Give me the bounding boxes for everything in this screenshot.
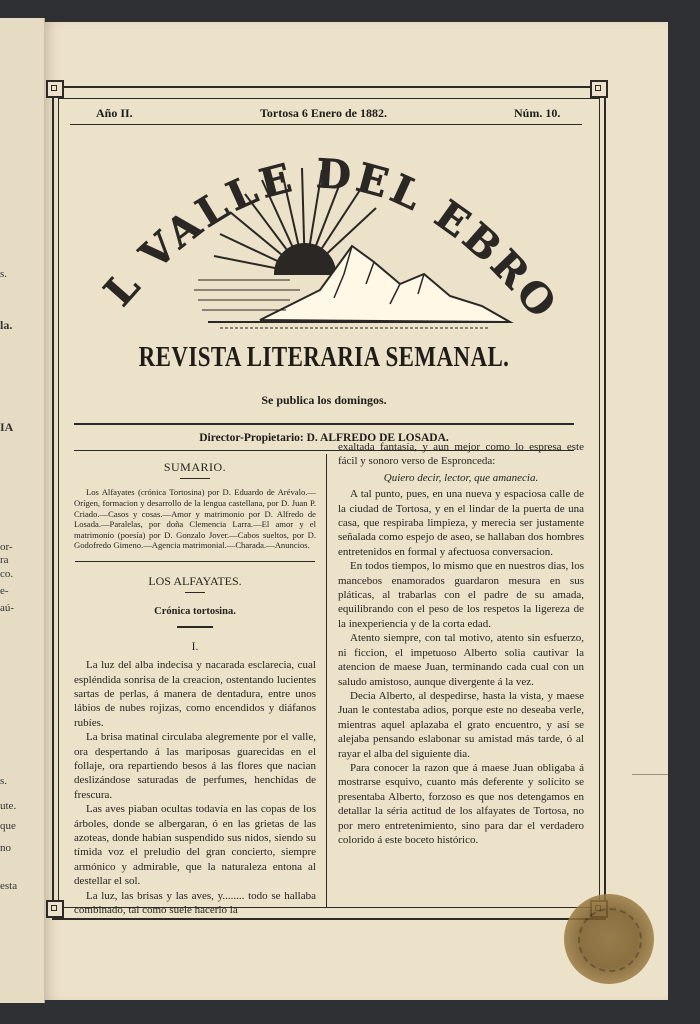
previous-page-text-fragment: e- (0, 585, 9, 597)
summary-title-rule (180, 478, 210, 479)
article-paragraph: A tal punto, pues, en una nueva y espaciosa calle de la ciudad de Tortosa, y en el lindar de la puerta de una casa, que respiraba limpieza, y merecia ser justamente señalada como espejo de aseo, se hallaban dos hombres entretenidos en formal y afectuosa conversacion. (338, 488, 584, 558)
article-paragraph: La luz, las brisas y las aves, y........ todo se hallaba combinado, tal como suele hacerlo la (74, 889, 316, 917)
article-paragraph: En todos tiempos, lo mismo que en nuestros dias, los mancebos enamorados guardaron mesura en sus pláticas, al trabarlas con el padre de su amada, equilibrando con el peso de los respetos la ligereza de la inexperiencia y de la corta edad. (338, 560, 584, 630)
article-paragraph: La luz del alba indecisa y nacarada esclarecia, cual espléndida sonrisa de la creacion, ostentando lucientes sartas de perlas, á manera de dentadura, entre unos lábios de nubes rojizas, como encendidos y diáfanos rubíes. (74, 659, 316, 729)
previous-page-text-fragment: or- (0, 541, 13, 553)
article-paragraph: Decia Alberto, al despedirse, hasta la vista, y maese Juan le contestaba adios, porque este no deseaba verle, mientras aquel aplazaba el grato encuentro, y así se alejaba pensando eslabonar su amistad más tarde, ó al rayar el alba del siguiente dia. (338, 689, 584, 760)
summary-rule (75, 561, 315, 562)
corner-ornament (46, 80, 64, 98)
summary-body: Los Alfayates (crónica Tortosina) por D. Eduardo de Arévalo.—Orígen, formacion y desarrollo de la lengua castellana, por D. Juan P. Criado.—Casos y cosas.—Amor y matrimonio por D. Alfredo de Losada.—Paralelas, por doña Clemencia Larra.—El amor y el matrimonio (poesía) por D. Gonzalo Jover.—Cabos sueltos, por D. Godofredo Gimeno.—Agencia matrimonial.—Charada.—Anuncios. (74, 487, 316, 551)
masthead-illustration (90, 134, 560, 344)
margin-pencil-mark (632, 774, 668, 775)
director-line: Director-Propietario: D. ALFREDO DE LOSADA. (199, 432, 449, 444)
publication-subtitle: REVISTA LITERARIA SEMANAL. (138, 342, 510, 373)
previous-page-edge (0, 18, 45, 1003)
corner-ornament (46, 900, 64, 918)
masthead-logo (90, 134, 560, 344)
section-number: I. (191, 640, 199, 653)
newspaper-page (44, 22, 668, 1000)
issue-place-date: Tortosa 6 Enero de 1882. (260, 106, 388, 120)
previous-page-text-fragment: aú- (0, 602, 15, 614)
article-subtitle: Crónica tortosina. (154, 606, 236, 618)
previous-page-text-fragment: esta (0, 880, 18, 892)
previous-page-text-fragment: la. (0, 318, 13, 332)
masthead-title: L VALLE DEL EBR (94, 150, 542, 316)
previous-page-text-fragment: IA (0, 420, 14, 434)
previous-page-text-fragment: ute. (0, 800, 17, 812)
issue-number: Núm. 10. (514, 106, 561, 120)
previous-page-text-fragment: ra (0, 554, 9, 566)
previous-page-text-fragment: co. (0, 568, 14, 580)
library-seal-stamp (564, 894, 654, 984)
left-column (74, 458, 316, 918)
quoted-verse: Quiero decir, lector, que amanecia. (383, 471, 539, 484)
article-paragraph: exaltada fantasía, y aun mejor como lo espresa este fácil y sonoro verso de Espronceda: (338, 441, 584, 468)
corner-ornament (590, 80, 608, 98)
article-title: LOS ALFAYATES. (148, 573, 242, 588)
summary-title: SUMARIO. (163, 460, 227, 474)
article-paragraph: La brisa matinal circulaba alegremente por el valle, ora despertando á las mariposas guarecidas en el follaje, ora repartiendo besos á las flores que nacian deslizándose saturadas de perfumes, henchidas de frescura. (74, 731, 316, 801)
article-paragraph: Atento siempre, con tal motivo, atento sin esfuerzo, ni ficcion, el impetuoso Alberto solia cautivar la atencion de maese Juan, terminando cada cual con un saludo amistoso, aunque divergente á la vez. (338, 632, 584, 688)
column-divider (326, 454, 327, 908)
article-title-rule (185, 592, 205, 593)
right-column (338, 440, 584, 847)
issue-year: Año II. (96, 106, 133, 120)
director-rule-top (74, 423, 574, 425)
header-rule (70, 124, 582, 125)
article-paragraph: Para conocer la razon que á maese Juan obligaba á mostrarse esquivo, cuanto más deferente y solícito se presentaba Alberto, forzoso es que nos detengamos en detallar la séria actitud de los alfayates de Tortosa, no por mero entretenimiento, sino para dar el verdadero colorido á este boceto histórico. (338, 761, 584, 846)
previous-page-text-fragment: s. (0, 775, 8, 787)
article-paragraph: Las aves piaban ocultas todavía en las copas de los árboles, donde se albergaran, ó en las grietas de las azoteas, donde habian suspendido sus nidos, siendo su tímida voz el preludio del gran concierto, siempre armónico y admirable, que la naturaleza entona al destellar el sol. (74, 803, 316, 888)
publication-frequency: Se publica los domingos. (261, 393, 387, 407)
previous-page-text-fragment: que (0, 820, 16, 832)
previous-page-text-fragment: s. (0, 268, 8, 280)
article-subtitle-rule (177, 626, 213, 628)
previous-page-text-fragment: no (0, 842, 11, 854)
